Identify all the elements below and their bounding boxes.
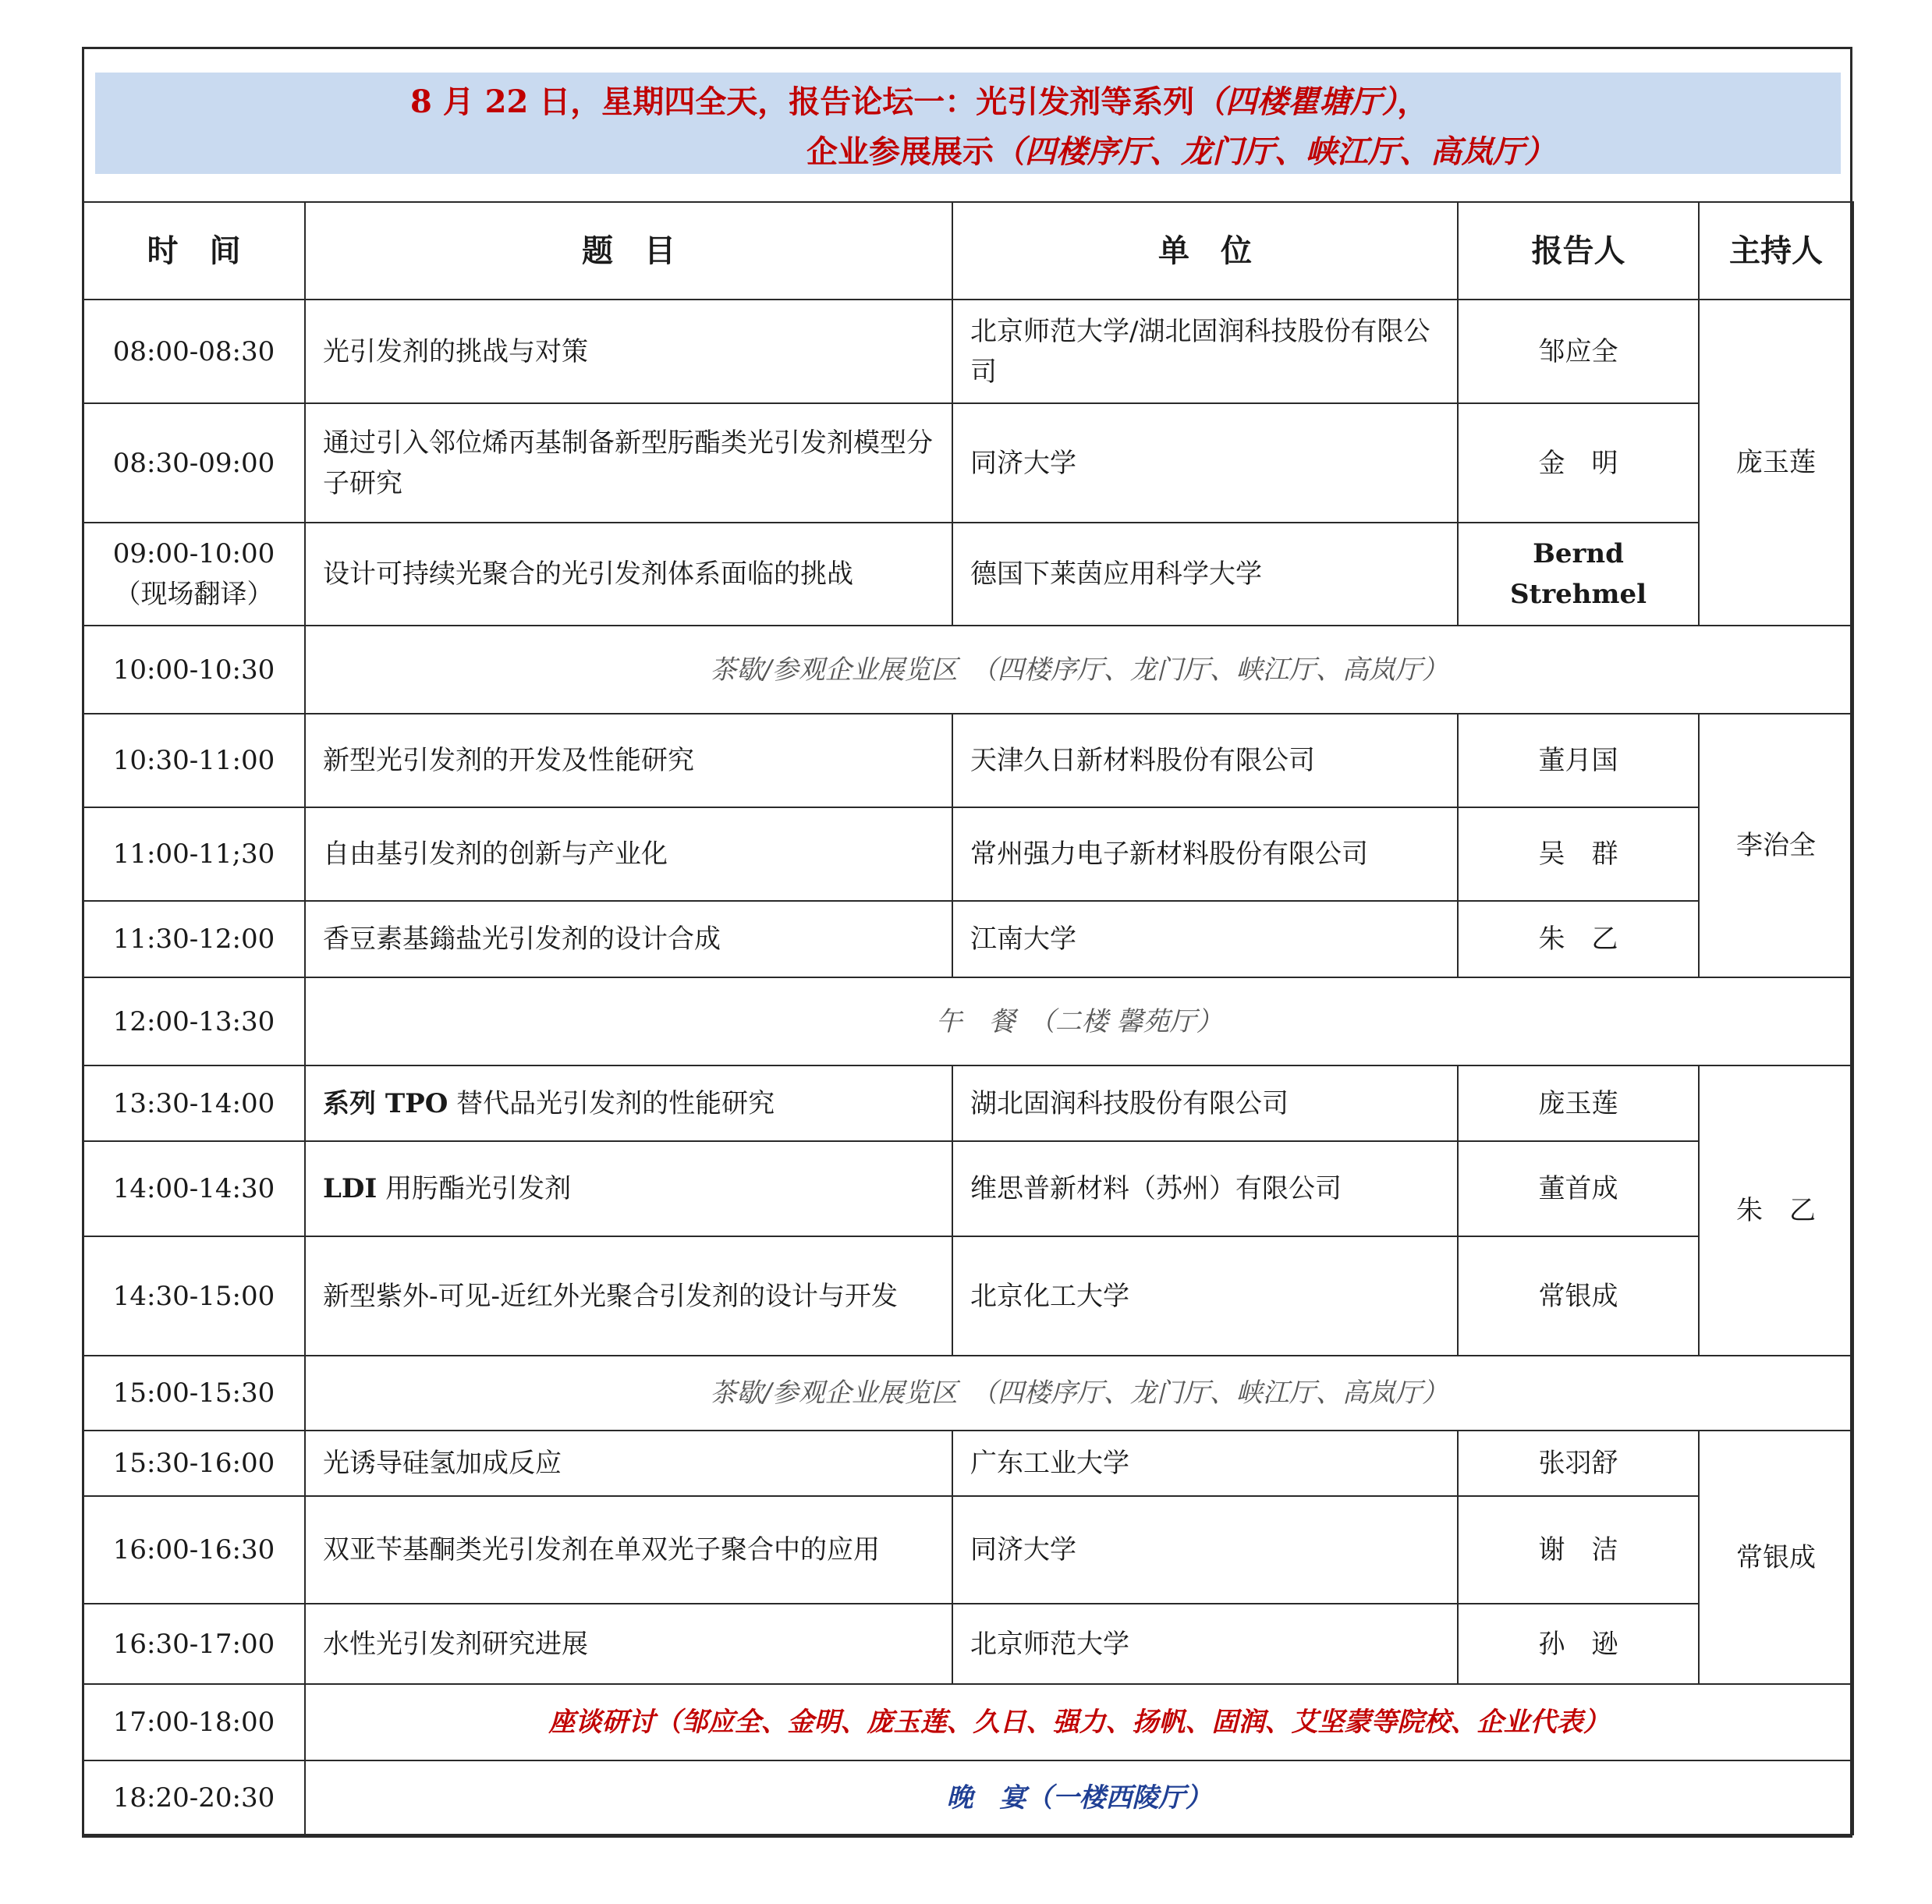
time-cell: 16:00-16:30 — [83, 1496, 305, 1604]
speaker-cell: 吴 群 — [1458, 807, 1699, 901]
unit-cell: 天津久日新材料股份有限公司 — [952, 714, 1458, 807]
tea-break-cell: 茶歇/参观企业展览区 （四楼序厅、龙门厅、峡江厅、高岚厅） — [305, 1356, 1853, 1431]
speaker-cell: 常银成 — [1458, 1236, 1699, 1356]
host-cell: 李治全 — [1699, 714, 1853, 977]
unit-cell: 德国下莱茵应用科学大学 — [952, 523, 1458, 626]
break-row — [83, 977, 1853, 1065]
lunch-cell: 午 餐 （二楼 馨苑厅） — [305, 977, 1853, 1065]
speaker-cell: 孙 逊 — [1458, 1604, 1699, 1684]
host-cell: 常银成 — [1699, 1431, 1853, 1684]
banner-line-1 — [410, 77, 1428, 122]
topic-cell: 通过引入邻位烯丙基制备新型肟酯类光引发剂模型分子研究 — [305, 403, 952, 523]
speaker-cell: 谢 洁 — [1458, 1496, 1699, 1604]
header-topic: 题 目 — [305, 202, 952, 300]
topic-bold: 系列 TPO — [323, 1087, 448, 1119]
header-time: 时 间 — [83, 202, 305, 300]
banner-line-2 — [806, 127, 1555, 172]
break-row — [83, 1356, 1853, 1431]
banner-exhibit: 企业参展展示 — [806, 133, 994, 170]
unit-cell: 同济大学 — [952, 1496, 1458, 1604]
topic-cell: 光诱导硅氢加成反应 — [305, 1431, 952, 1496]
topic-cell: 光引发剂的挑战与对策 — [305, 300, 952, 403]
time-cell: 15:30-16:00 — [83, 1431, 305, 1496]
dinner-cell: 晚 宴（一楼西陵厅） — [305, 1760, 1853, 1835]
unit-cell: 同济大学 — [952, 403, 1458, 523]
schedule-page — [82, 47, 1852, 1838]
speaker-cell: 董首成 — [1458, 1141, 1699, 1236]
topic-cell: 双亚苄基酮类光引发剂在单双光子聚合中的应用 — [305, 1496, 952, 1604]
speaker-cell: 金 明 — [1458, 403, 1699, 523]
header-host: 主持人 — [1699, 202, 1853, 300]
table-row — [83, 1236, 1853, 1356]
table-row — [83, 1141, 1853, 1236]
topic-cell: 设计可持续光聚合的光引发剂体系面临的挑战 — [305, 523, 952, 626]
topic-cell: 香豆素基鎓盐光引发剂的设计合成 — [305, 901, 952, 977]
time-cell: 11:30-12:00 — [83, 901, 305, 977]
unit-cell: 湖北固润科技股份有限公司 — [952, 1065, 1458, 1141]
header-speaker: 报告人 — [1458, 202, 1699, 300]
time-cell: 14:30-15:00 — [83, 1236, 305, 1356]
time-cell: 14:00-14:30 — [83, 1141, 305, 1236]
topic-text: 替代品光引发剂的性能研究 — [456, 1087, 775, 1119]
header-row — [83, 202, 1853, 300]
time-cell: 08:00-08:30 — [83, 300, 305, 403]
speaker-cell: 张羽舒 — [1458, 1431, 1699, 1496]
topic-bold: LDI — [323, 1173, 378, 1204]
time-cell: 18:20-20:30 — [83, 1760, 305, 1835]
unit-cell: 维思普新材料（苏州）有限公司 — [952, 1141, 1458, 1236]
time-value: 09:00-10:00 — [112, 538, 275, 569]
host-cell: 庞玉莲 — [1699, 300, 1853, 626]
topic-cell: 新型紫外-可见-近红外光聚合引发剂的设计与开发 — [305, 1236, 952, 1356]
topic-text: 用肟酯光引发剂 — [385, 1173, 572, 1204]
break-row — [83, 626, 1853, 714]
time-cell: 12:00-13:30 — [83, 977, 305, 1065]
topic-cell: 水性光引发剂研究进展 — [305, 1604, 952, 1684]
time-cell — [83, 523, 305, 626]
unit-cell: 北京师范大学 — [952, 1604, 1458, 1684]
unit-cell: 北京化工大学 — [952, 1236, 1458, 1356]
time-cell: 16:30-17:00 — [83, 1604, 305, 1684]
speaker-cell: 邹应全 — [1458, 300, 1699, 403]
schedule-table — [82, 201, 1854, 1835]
unit-cell: 北京师范大学/湖北固润科技股份有限公司 — [952, 300, 1458, 403]
topic-cell — [305, 1141, 952, 1236]
tea-break-cell: 茶歇/参观企业展览区 （四楼序厅、龙门厅、峡江厅、高岚厅） — [305, 626, 1853, 714]
topic-cell: 新型光引发剂的开发及性能研究 — [305, 714, 952, 807]
table-row — [83, 1431, 1853, 1496]
forum-row — [83, 1684, 1853, 1760]
table-row — [83, 300, 1853, 403]
time-cell: 10:00-10:30 — [83, 626, 305, 714]
unit-cell: 常州强力电子新材料股份有限公司 — [952, 807, 1458, 901]
topic-cell — [305, 1065, 952, 1141]
table-row — [83, 1496, 1853, 1604]
banner-exhibit-halls: （四楼序厅、龙门厅、峡江厅、高岚厅） — [994, 133, 1555, 170]
table-row — [83, 1065, 1853, 1141]
time-cell: 10:30-11:00 — [83, 714, 305, 807]
day-banner — [95, 73, 1841, 174]
table-row — [83, 403, 1853, 523]
panel-discussion-cell: 座谈研讨（邹应全、金明、庞玉莲、久日、强力、扬帆、固润、艾坚蒙等院校、企业代表） — [305, 1684, 1853, 1760]
speaker-cell: 朱 乙 — [1458, 901, 1699, 977]
header-unit: 单 位 — [952, 202, 1458, 300]
host-cell: 朱 乙 — [1699, 1065, 1853, 1356]
banner-title: 8 月 22 日，星期四全天，报告论坛一：光引发剂等系列 — [410, 83, 1195, 120]
dinner-row — [83, 1760, 1853, 1835]
translation-note: （现场翻译） — [114, 579, 274, 610]
table-row — [83, 901, 1853, 977]
time-cell: 11:00-11;30 — [83, 807, 305, 901]
banner-comma: ， — [1397, 83, 1429, 120]
table-row — [83, 523, 1853, 626]
time-cell: 15:00-15:30 — [83, 1356, 305, 1431]
table-row — [83, 714, 1853, 807]
table-row — [83, 1604, 1853, 1684]
unit-cell: 广东工业大学 — [952, 1431, 1458, 1496]
speaker-cell: 庞玉莲 — [1458, 1065, 1699, 1141]
table-row — [83, 807, 1853, 901]
time-cell: 17:00-18:00 — [83, 1684, 305, 1760]
time-cell: 08:30-09:00 — [83, 403, 305, 523]
unit-cell: 江南大学 — [952, 901, 1458, 977]
time-cell: 13:30-14:00 — [83, 1065, 305, 1141]
topic-cell: 自由基引发剂的创新与产业化 — [305, 807, 952, 901]
banner-venue: （四楼瞿塘厅） — [1194, 83, 1398, 120]
speaker-cell: 董月国 — [1458, 714, 1699, 807]
speaker-cell: Bernd Strehmel — [1458, 523, 1699, 626]
